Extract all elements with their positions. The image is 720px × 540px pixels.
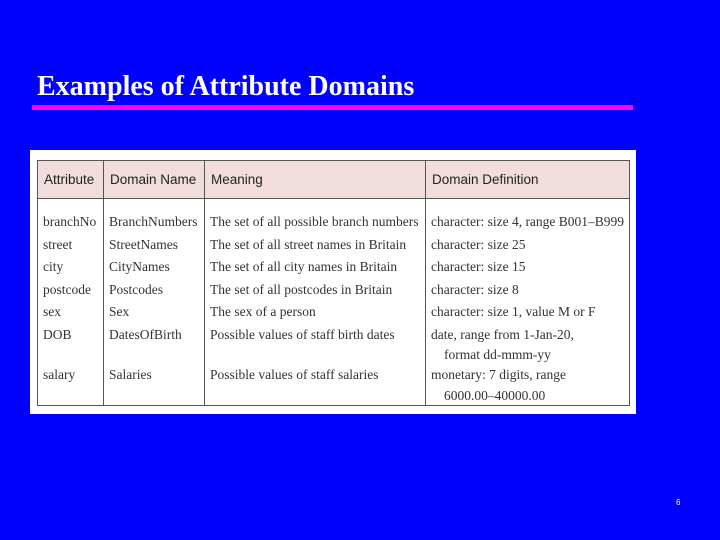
attribute-cell: DOB — [43, 326, 72, 342]
meaning-column — [205, 199, 426, 406]
domain-name-cell: Salaries — [109, 367, 152, 382]
table-body-row — [38, 199, 630, 406]
attribute-cell: sex — [43, 304, 61, 319]
definition-cell: character: size 15 — [431, 259, 526, 274]
domain-name-cell: StreetNames — [109, 236, 178, 252]
domain-name-cell: BranchNumbers — [109, 214, 198, 229]
attribute-cell: salary — [43, 367, 76, 382]
title-underline — [32, 105, 633, 110]
row-spacer — [109, 346, 202, 364]
row-spacer — [210, 346, 423, 364]
definition-cell: character: size 4, range B001–B999 — [431, 214, 625, 229]
page-number: 6 — [676, 498, 681, 507]
meaning-cell: Possible values of staff birth dates — [210, 326, 395, 342]
definition-continuation: 6000.00–40000.00 — [444, 387, 546, 403]
attribute-column — [38, 199, 104, 406]
meaning-cell: Possible values of staff salaries — [210, 367, 379, 382]
definition-continuation: format dd-mmm-yy — [444, 347, 551, 362]
definition-cell: character: size 1, value M or F — [431, 304, 596, 319]
definition-cell: character: size 8 — [431, 281, 519, 297]
domain-name-cell: Postcodes — [109, 281, 163, 297]
domain-definition-column — [426, 199, 630, 406]
meaning-cell: The set of all possible branch numbers — [210, 214, 419, 229]
row-spacer — [43, 346, 101, 364]
header-domain-name: Domain Name — [104, 161, 205, 199]
meaning-cell: The set of all postcodes in Britain — [210, 281, 393, 297]
table-header-row — [38, 161, 630, 199]
slide-title: Examples of Attribute Domains — [37, 71, 415, 102]
table-image-panel — [30, 150, 636, 414]
attribute-domains-table — [37, 160, 630, 406]
domain-name-cell: CityNames — [109, 259, 170, 274]
domain-name-cell: Sex — [109, 304, 130, 319]
domain-name-column — [104, 199, 205, 406]
attribute-cell: city — [43, 259, 64, 274]
domain-name-cell: DatesOfBirth — [109, 326, 182, 342]
meaning-cell: The set of all street names in Britain — [210, 236, 407, 252]
header-attribute: Attribute — [38, 161, 104, 199]
definition-cell: character: size 25 — [431, 236, 526, 252]
meaning-cell: The set of all city names in Britain — [210, 259, 398, 274]
meaning-cell: The sex of a person — [210, 304, 316, 319]
definition-cell: date, range from 1-Jan-20, — [431, 326, 574, 342]
attribute-cell: postcode — [43, 281, 91, 297]
attribute-cell: branchNo — [43, 214, 97, 229]
attribute-cell: street — [43, 236, 73, 252]
definition-cell: monetary: 7 digits, range — [431, 367, 566, 382]
header-meaning: Meaning — [205, 161, 426, 199]
header-domain-definition: Domain Definition — [426, 161, 630, 199]
